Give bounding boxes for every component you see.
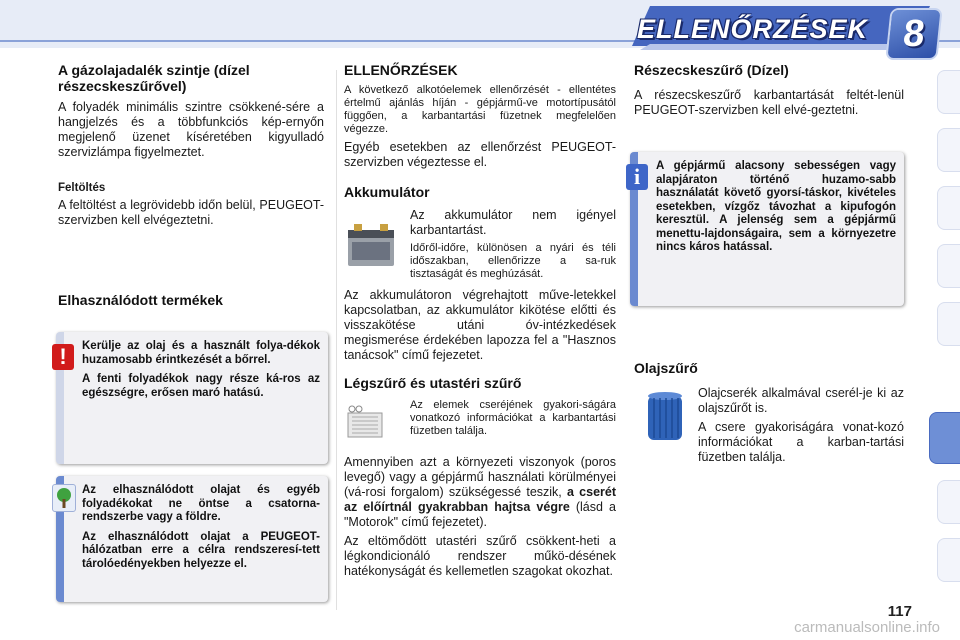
warning-text: [82, 340, 320, 406]
chapter-tab-active[interactable]: [929, 412, 960, 464]
air-filter-section: [344, 399, 616, 455]
battery-notes: [410, 208, 616, 285]
chapter-number: 8: [901, 13, 927, 55]
warning-line: A fenti folyadékok nagy része ká-ros az egészségre, erősen maró hatású.: [82, 373, 320, 399]
air-filter-icon: [344, 403, 388, 443]
column-divider: [336, 70, 337, 610]
environment-line: Az elhasználódott olajat és egyéb folyadékokat ne öntse a csatorna-rendszerbe vagy a földre.: [82, 484, 320, 523]
oil-filter-note: A csere gyakoriságára vonat-kozó információkat a karban-tartási füzetben találja.: [698, 420, 904, 464]
environment-box: [56, 476, 328, 602]
checks-text: Egyéb esetekben az ellenőrzést PEUGEOT-szervizben végeztesse el.: [344, 140, 616, 169]
cabin-filter-text: Az eltömődött utastéri szűrő csökkent-heti a légkondicionáló rendszer műkö-désének hatékonyságát és kellemetlen szagokat okozhat.: [344, 534, 616, 578]
particle-filter-heading: Részecskeszűrő (Dízel): [634, 62, 789, 78]
chapter-tab[interactable]: [937, 480, 960, 524]
battery-icon: [344, 218, 402, 274]
chapter-tab[interactable]: [937, 186, 960, 230]
tree-icon-graphic: [53, 485, 75, 511]
air-filter-heading: Légszűrő és utastéri szűrő: [344, 375, 522, 391]
checks-intro: A következő alkotóelemek ellenőrzését - ellentétes értelmű ajánlás híján - gépjármű-ve motortípusától függően, a karbantartási füzetnek megfelelően végezze.: [344, 84, 616, 135]
warning-line: Kerülje az olaj és a használt folya-dékok huzamosabb érintkezését a bőrrel.: [82, 340, 320, 366]
air-filter-text: [344, 455, 616, 530]
middle-column: [344, 62, 616, 583]
air-filter-note: Az elemek cseréjének gyakori-ságára vonatkozó információkat a karbantartási füzetben találja.: [410, 399, 616, 437]
fuel-additive-text: A folyadék minimális szintre csökkené-sére a hangjelzés és a többfunkciós kép-ernyőn megjelenő üzenet kíséretében kigyulladó szervizlámpa figyelmeztet.: [58, 100, 324, 159]
battery-note: Az akkumulátor nem igényel karbantartást.: [410, 208, 616, 237]
air-filter-text-c: (lásd a "Motorok" című fejezetet).: [344, 500, 616, 529]
environment-line: Az elhasználódott olajat a PEUGEOT-hálózatban erre a célra rendszeresí-tett tárolóedényekben helyezze el.: [82, 530, 320, 570]
chapter-tab[interactable]: [937, 538, 960, 582]
checks-heading: ELLENŐRZÉSEK: [344, 62, 458, 78]
oil-filter-note: Olajcserék alkalmával cserél-je ki az olajszűrőt is.: [698, 386, 904, 415]
battery-text: Az akkumulátoron végrehajtott műve-letekkel kapcsolatban, az akkumulátor kikötése előtti és visszakötése utáni óv-intézkedések megismerése érdekében lapozza fel a "Hasznos tanácsok" című fejezetet.: [344, 288, 616, 362]
refill-text: A feltöltést a legrövidebb időn belül, PEUGEOT-szervizben kell elvégeztetni.: [58, 198, 324, 227]
info-line: A gépjármű alacsony sebességen vagy alapjáraton történő huzamo-sabb használatát követő gyorsí-táskor, kivételes esetekben, vízgőz távozhat a kipufogón keresztül. A jelenség sem a gépjármű menettu-lajdonságaira, sem a környezetre nincs káros hatással.: [656, 160, 896, 253]
warning-icon: !: [52, 344, 74, 370]
header-title: ELLENŐRZÉSEK: [636, 14, 868, 44]
fuel-additive-heading: A gázolajadalék szintje (dízel részecskeszűrővel): [58, 62, 250, 94]
page-number: 117: [887, 603, 912, 620]
chapter-tab[interactable]: [937, 128, 960, 172]
info-text: [656, 160, 896, 261]
page-header: [0, 0, 960, 62]
oil-filter-heading: Olajszűrő: [634, 360, 698, 376]
chapter-tab[interactable]: [937, 302, 960, 346]
particle-filter-text: A részecskeszűrő karbantartását feltét-lenül PEUGEOT-szervizben kell elvé-geztetni.: [634, 88, 904, 117]
right-column: [634, 62, 904, 122]
air-filter-text-a: Amennyiben azt a környezeti viszonyok (poros levegő) vagy a gépjármű használati körülményei (vá-rosi forgalom) szükségessé teszik,: [344, 455, 616, 499]
air-filter-text-bold: a cserét az előírtnál gyakrabban hajtsa végre: [344, 485, 616, 514]
battery-note: Időről-időre, különösen a nyári és téli időszakban, ellenőrizze a sa-ruk tisztaságát és meghúzását.: [410, 242, 616, 280]
battery-section: [344, 208, 616, 284]
air-filter-notes: [410, 399, 616, 442]
environment-text: [82, 484, 320, 577]
chapter-tabs: [930, 70, 960, 610]
chapter-tab[interactable]: [937, 70, 960, 114]
info-box: [630, 152, 904, 306]
left-column: [58, 62, 324, 308]
info-icon: i: [626, 164, 648, 190]
oil-filter-notes: [698, 386, 904, 465]
tree-icon: [52, 484, 76, 512]
warning-box: [56, 332, 328, 464]
refill-subheading: Feltöltés: [58, 182, 106, 194]
oil-filter-section: [634, 360, 904, 469]
used-products-heading: Elhasználódott termékek: [58, 292, 223, 308]
chapter-badge: [887, 10, 940, 58]
battery-heading: Akkumulátor: [344, 184, 430, 200]
chapter-tab[interactable]: [937, 244, 960, 288]
oil-filter-icon: [640, 390, 690, 446]
watermark: carmanualsonline.info: [794, 619, 940, 636]
